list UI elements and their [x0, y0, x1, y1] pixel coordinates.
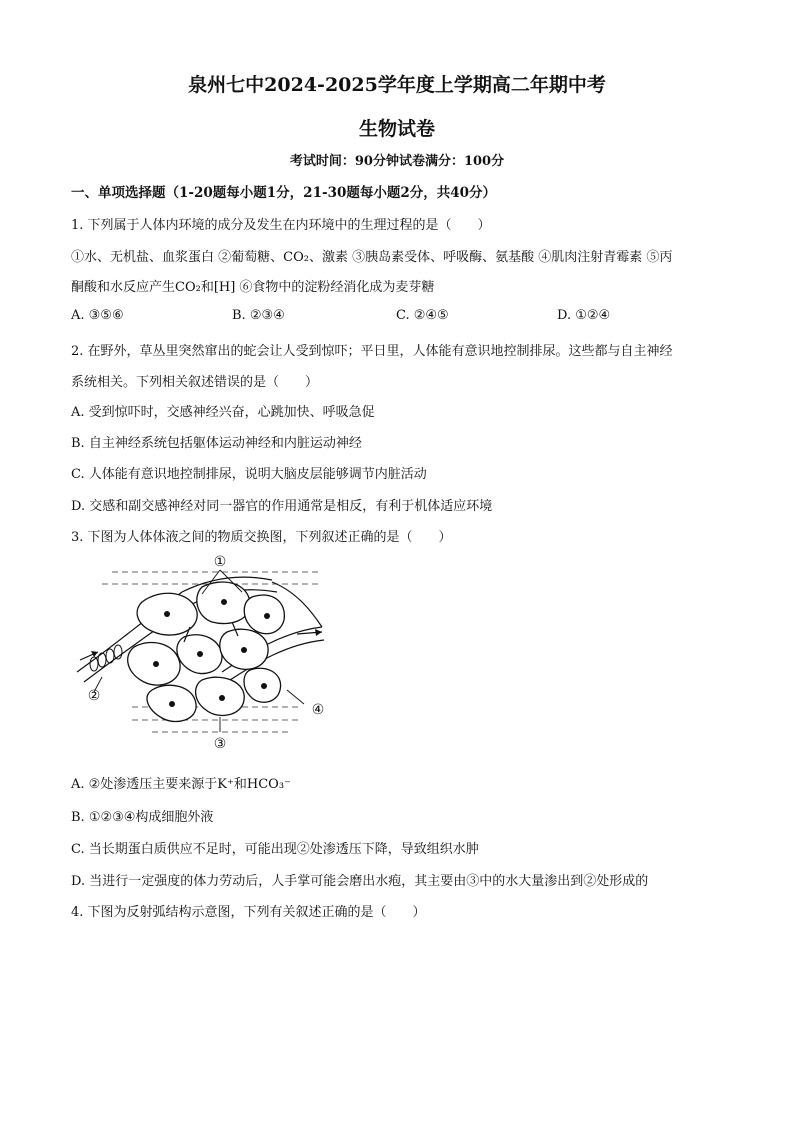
- q2-option-a: A. 受到惊吓时，交感神经兴奋，心跳加快、呼吸急促: [71, 405, 375, 420]
- q3-option-c: C. 当长期蛋白质供应不足时，可能出现②处渗透压下降，导致组织水肿: [71, 842, 479, 857]
- body-fluid-exchange-diagram: [72, 552, 332, 752]
- q1-line2: ①水、无机盐、血浆蛋白 ②葡萄糖、CO₂、激素 ③胰岛素受体、呼吸酶、氨基酸 ④肌肉注射青霉素 ⑤丙: [71, 250, 673, 265]
- q3-option-b: B. ①②③④构成细胞外液: [71, 810, 214, 825]
- q2-stem: 2. 在野外，草丛里突然窜出的蛇会让人受到惊吓；平日里，人体能有意识地控制排尿。这些都与自主神经: [71, 344, 673, 359]
- q1-option-b: B. ②③④: [232, 308, 285, 323]
- label-2: ②: [87, 688, 101, 704]
- label-1: ①: [213, 554, 227, 570]
- q2-stem-cont: 系统相关。下列相关叙述错误的是（ ）: [71, 375, 319, 390]
- q2-option-c: C. 人体能有意识地控制排尿，说明大脑皮层能够调节内脏活动: [71, 467, 427, 482]
- q1-stem: 1. 下列属于人体内环境的成分及发生在内环境中的生理过程的是（ ）: [71, 218, 491, 233]
- exam-info: 考试时间：90分钟试卷满分：100分: [289, 154, 505, 169]
- exam-subtitle: 生物试卷: [358, 118, 435, 140]
- q3-option-d: D. 当进行一定强度的体力劳动后，人手掌可能会磨出水疱，其主要由③中的水大量渗出到②处形成的: [71, 874, 649, 889]
- exam-title: 泉州七中2024-2025学年度上学期高二年期中考: [188, 74, 606, 96]
- label-4: ④: [311, 702, 325, 718]
- q4-stem: 4. 下图为反射弧结构示意图，下列有关叙述正确的是（ ）: [71, 905, 426, 920]
- q1-line3: 酮酸和水反应产生CO₂和[H] ⑥食物中的淀粉经消化成为麦芽糖: [71, 280, 435, 295]
- section-heading: 一、单项选择题（1-20题每小题1分，21-30题每小题2分，共40分）: [71, 185, 497, 201]
- label-3: ③: [213, 736, 227, 752]
- q2-option-d: D. 交感和副交感神经对同一器官的作用通常是相反，有利于机体适应环境: [71, 499, 493, 514]
- q1-option-a: A. ③⑤⑥: [71, 308, 124, 323]
- q3-stem: 3. 下图为人体体液之间的物质交换图，下列叙述正确的是（ ）: [71, 530, 452, 545]
- q1-option-c: C. ②④⑤: [396, 308, 449, 323]
- q3-option-a: A. ②处渗透压主要来源于K⁺和HCO₃⁻: [71, 777, 291, 792]
- q2-option-b: B. 自主神经系统包括躯体运动神经和内脏运动神经: [71, 436, 362, 451]
- q1-option-d: D. ①②④: [557, 308, 611, 323]
